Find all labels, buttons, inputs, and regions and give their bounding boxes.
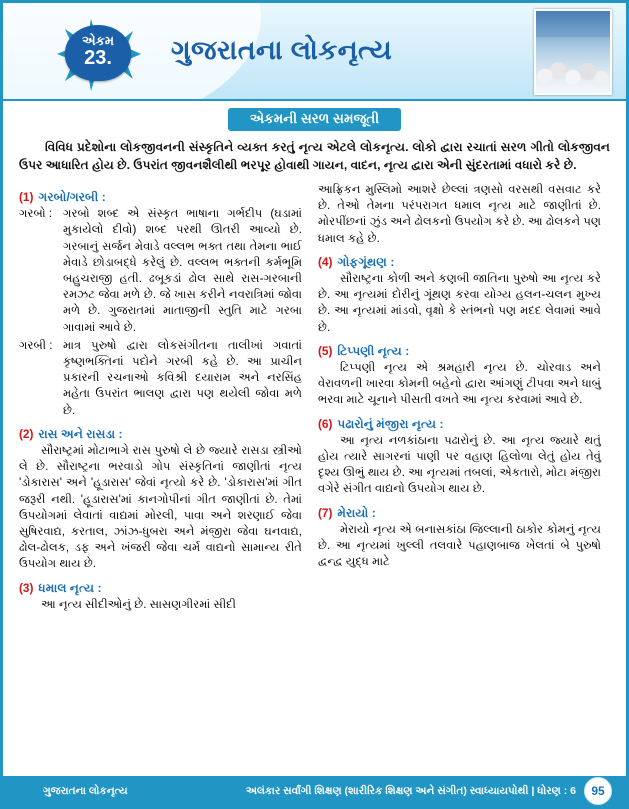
unit-badge [65,25,131,81]
intro-paragraph: વિવિધ પ્રદેશોના લોકજીવનની સંસ્કૃતિને વ્યક્ત કરતું નૃત્ય એટલે લોકનૃત્ય. લોકો દ્વારા રચાતાં સરળ ગીતો લોકજીવન ઉપર આધારિત હોય છે. ઉપરાંત જીવનશૈલીથી ભરપૂર હોવાથી ગાયન, વાદન, નૃત્ય દ્વારા એની સુંદરતામાં વધારો કરે છે. [19,140,610,172]
section-number: (7) [318,505,333,520]
block-text: ગરબો શબ્દ એ સંસ્કૃત ભાષાના ગર્ભદીપ (ઘડામાં મુકાયેલો દીવો) શબ્દ પરથી ઊતરી આવ્યો છે. ગરબાનું સર્જન મેવાડે વલ્લભ ભક્ત તથા તેમના ભાઈ મેવાડે છોડાબદ્ધે કરેલું છે. વલ્લભ ભક્તની કર્મભૂમિ બહુચરાજી હતી. ઢબૂકડાં ઢોલ સાથે રાસ-ગરબાની રમઝટ જેવા મળે છે. જે ખાસ કરીને નવરાત્રિમાં જોવા મળે છે. ગુજરાતમાં માતાજીની સ્તુતિ માટે ગરબા ગાવામાં આવે છે. [63,207,302,334]
section-heading [318,343,601,359]
section-heading [19,580,302,596]
section-block [19,338,302,419]
block-label: ગરબી : [19,338,53,352]
subtitle-container [3,108,626,131]
section-title: પઢારોનું મંજીરા નૃત્ય : [337,416,444,431]
section-number: (3) [19,580,34,595]
section-number: (5) [318,343,333,358]
section-block: સૌરાષ્ટ્રના કોળી અને કણબી જાતિના પુરુષો આ નૃત્ય કરે છે. આ નૃત્યમાં દોરીનું ગૂંથણ કરવા યોગ્ય હલન-ચલન મુખ્ય છે. આ નૃત્યમાં માંડવો, વૃક્ષો કે સ્તંભનો પણ મદદ લેવામાં આવે છે. [318,272,601,334]
section-title: ટિપ્પણી નૃત્ય : [337,343,410,358]
section-title: ધમાલ નૃત્ય : [38,580,102,595]
unit-label: એકમ [81,33,115,48]
header-photo [534,9,612,95]
section-heading [318,505,601,521]
page-number: 95 [584,777,612,805]
section-block: આ નૃત્ય સીદીઓનું છે. સાસણગીરમાં સીદી [41,597,236,611]
section-number: (2) [19,426,34,441]
section-number: (1) [19,190,34,204]
section-heading [318,254,601,270]
left-column [19,182,302,615]
section-block: સૌરાષ્ટ્રમાં મોટાભાગે રાસ પુરુષો લે છે જ્યારે રાસડા સ્ત્રીઓ લે છે. સૌરાષ્ટ્રના ભરવાડો ગોપ સંસ્કૃતિનાં જાણીતાં નૃત્ય 'ડોકારાસ' અને 'હૂડારાસ' જેવાં નૃત્યો કરે છે. 'ડોકારાસ'માં ગીત જરૂરી નથી. 'હૂડારાસ'માં કાનગોપીનાં ગીત જાણીતાં છે. તેમાં ઉપયોગમાં લેવાતાં વાદ્યમાં મોરલી, પાવા અને શરણાઈ જેવા સુષિરવાદ્ય, કરતાલ, ઝાંઝ-ધુબરા અને મંજીરા જેવા ઘનવાદ્ય, ઢોલ-ઢોલક, ડફ અને ખંજરી જેવા ચર્મ વાદ્યનો સામાન્ય રીતે ઉપયોગ થાય છે. [19,444,302,571]
section-block [19,206,302,336]
section-continuation: આફ્રિકન મુસ્લિમો આશરે છેલ્લાં ત્રણસો વરસથી વસવાટ કરે છે. તેઓ તેમના પરંપરાગત ધમાલ નૃત્ય માટે જાણીતાં છે. મોરપીંછનાં ઝુંડ અને ઢોલકનો ઉપયોગ કરે છે. આ ઢોલકને પણ ધમાલ કહે છે. [318,183,601,245]
section-heading [318,416,601,432]
section-title: મેરાયો : [337,505,376,520]
footer-book-info: અલંકાર સર્વાંગી શિક્ષણ (શારીરિક શિક્ષણ અને સંગીત) સ્વાધ્યાયપોથી | ધોરણ : 6 [245,784,576,797]
section-title: ગોફગૂંથણ : [337,254,395,269]
page-footer [3,776,626,806]
block-text: માત્ર પુરુષો દ્વારા લોકસંગીતના તાલીખાં ગવાતાં કૃષ્ણભક્તિનાં પદોને ગરબી કહે છે. આ પ્રાચીન પ્રકારની રચનાઓ કવિશ્રી દયારામ અને નરસિંહ મહેતા ઉપરાંત ભાલણ દ્વારા પણ થયેલી જોવા મળે છે. [63,338,302,417]
footer-chapter-name: ગુજરાતના લોકનૃત્ય [43,784,128,797]
header-photo-content [536,37,610,93]
section-heading [19,189,302,205]
section-block: આ નૃત્ય નળકાંઠાના પઢારોનું છે. આ નૃત્ય જ્યારે થતું હોય ત્યારે સાગરનાં પાણી પર વહાણ હિલોળા લેતું હોય તેવું દૃશ્ય ઊભું થાય છે. આ નૃત્યમાં તબલાં, એકતારો, મોટા મંજીરા વગેરે સંગીત વાદ્યનો ઉપયોગ થાય છે. [318,433,601,496]
page-title: ગુજરાતના લોકનૃત્ય [171,35,392,65]
body-columns [19,182,610,615]
section-heading [19,426,302,442]
page-header [3,3,626,101]
section-number: (4) [318,254,333,269]
section-block: ટિપ્પણી નૃત્ય એ શ્રમહારી નૃત્ય છે. ચોરવાડ અને વેરાવળની ખારવા કોમની બહેનો દ્વારા આંગણું ટીપવા અને ધાબું ભરવા માટે ચૂનાને પીસતી વખતે આ નૃત્ય કરવામાં આવે છે. [318,361,601,407]
footer-right-group [246,777,616,805]
section-title: રાસ અને રાસડા : [38,426,123,441]
right-column [318,182,601,615]
section-banner: એકમની સરળ સમજૂતી [228,108,401,131]
block-label: ગરબો : [19,207,53,221]
unit-number: 23. [84,47,112,69]
section-block: મેરાયો નૃત્ય એ બનાસકાંઠા જિલ્લાની ઠાકોર કોમનું નૃત્ય છે. આ નૃત્યમાં ખુલ્લી તલવારે પહાણબાજ ખેલતાં બે પુરુષો દ્વન્દ્વ યુદ્ધ માટે [318,522,601,569]
section-number: (6) [318,416,333,431]
section-title: ગરબો/ગરબી : [38,190,106,204]
